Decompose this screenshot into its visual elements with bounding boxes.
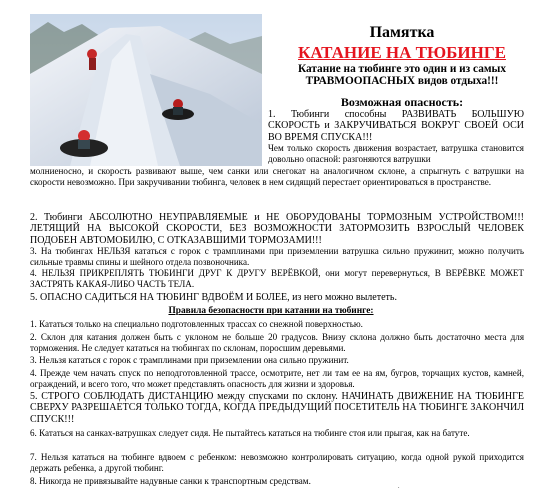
danger-item-5: 5. ОПАСНО САДИТЬСЯ НА ТЮБИНГ ВДВОЁМ И БОЛЕЕ, из него можно вылететь. [30,292,397,303]
footer-mark: . [398,484,400,490]
danger-item-1-note-part-a: Чем только скорость движения возрастает, ватрушка становится довольно опасной: разгоняются ватрушки [268,143,524,165]
danger-item-2: 2. Тюбинги АБСОЛЮТНО НЕУПРАВЛЯЕМЫЕ и НЕ ОБОРУДОВАНЫ ТОРМОЗНЫМ УСТРОЙСТВОМ!!! ЛЕТЯЩИЙ НА ВЫСОКОЙ СКОРОСТИ, БЕЗ ВОЗМОЖНОСТИ ЗАТОРМОЗИТЬ ВЗРОСЛЫЙ ЧЕЛОВЕК ПОДОБЕН АВТОМОБИЛЮ, С ОТКАЗАВШИМИ ТОРМОЗАМИ!!! [30,212,524,246]
rule-item-8: 8. Никогда не привязывайте надувные санки к транспортным средствам. [30,476,311,486]
rule-item-7: 7. Нельзя кататься на тюбинге вдвоем с ребенком: невозможно контролировать ситуацию, когда одной рукой приходится держать ребенка, а другой тюбинг. [30,452,524,474]
page-title: КАТАНИЕ НА ТЮБИНГЕ [298,43,506,62]
danger-item-1-note-part-b: молниеносно, и скорость развивают выше, чем санки или снегокат на аналогичном склоне, а спрыгнуть с ватрушки на скорости невозможно. При закручивании тюбинга, человек в нем сидящий перестает ориентироваться в пространстве. [30,166,524,188]
rule-item-5: 5. СТРОГО СОБЛЮДАТЬ ДИСТАНЦИЮ между спусками по склону. НАЧИНАТЬ ДВИЖЕНИЕ НА ТЮБИНГЕ СВЕРХУ РАЗРЕШАЕТСЯ ТОЛЬКО ТОГДА, КОГДА ПРЕДЫДУЩИЙ ПОСЕТИТЕЛЬ НА ТЮБИНГЕ ЗАКОНЧИЛ СПУСК!!! [30,391,524,425]
danger-heading: Возможная опасность: [340,95,464,109]
snow-slope-photo [30,14,262,166]
rule-item-1: 1. Кататься только на специально подготовленных трассах со снежной поверхностью. [30,319,363,329]
danger-item-1-note-start [268,143,524,166]
rules-heading: Правила безопасности при катании на тюбинге: [168,306,374,316]
danger-item-1: 1. Тюбинги способны РАЗВИВАТЬ БОЛЬШУЮ СКОРОСТЬ и ЗАКРУЧИВАТЬСЯ ВОКРУГ СВОЕЙ ОСИ ВО ВРЕМЯ СПУСКА!!! [268,109,524,143]
rule-item-2: 2. Склон для катания должен быть с уклоном не больше 20 градусов. Внизу склона должно быть достаточно места для торможения. Не следует кататься на тюбингах по склонам, поросшим деревьями. [30,332,524,354]
rule-item-6: 6. Кататься на санках-ватрушках следует сидя. Не пытайтесь кататься на тюбинге стоя или прыгая, как на батуте. [30,428,470,438]
danger-item-3: 3. На тюбингах НЕЛЬЗЯ кататься с горок с трамплинами при приземлении ватрушка сильно пружинит, можно получить сильные травмы спины и шейного отдела позвоночника. [30,246,524,268]
danger-item-4: 4. НЕЛЬЗЯ ПРИКРЕПЛЯТЬ ТЮБИНГИ ДРУГ К ДРУГУ ВЕРЁВКОЙ, они могут перевернуться, В ВЕРЁВКЕ МОЖЕТ ЗАСТРЯТЬ КАКАЯ-ЛИБО ЧАСТЬ ТЕЛА. [30,268,524,290]
memo-label: Памятка [369,24,435,41]
page-subtitle: Катание на тюбинге это один и из самых ТРАВМООПАСНЫХ видов отдыха!!! [297,63,507,87]
rule-item-4: 4. Прежде чем начать спуск по неподготовленной трассе, осмотрите, нет ли там ее на ям, бугров, торчащих кустов, камней, ограждений, и всего того, что может представлять опасность для жизни и здоровья. [30,368,524,390]
rule-item-3: 3. Нельзя кататься с горок с трамплинами при приземлении она сильно пружинит. [30,355,349,365]
